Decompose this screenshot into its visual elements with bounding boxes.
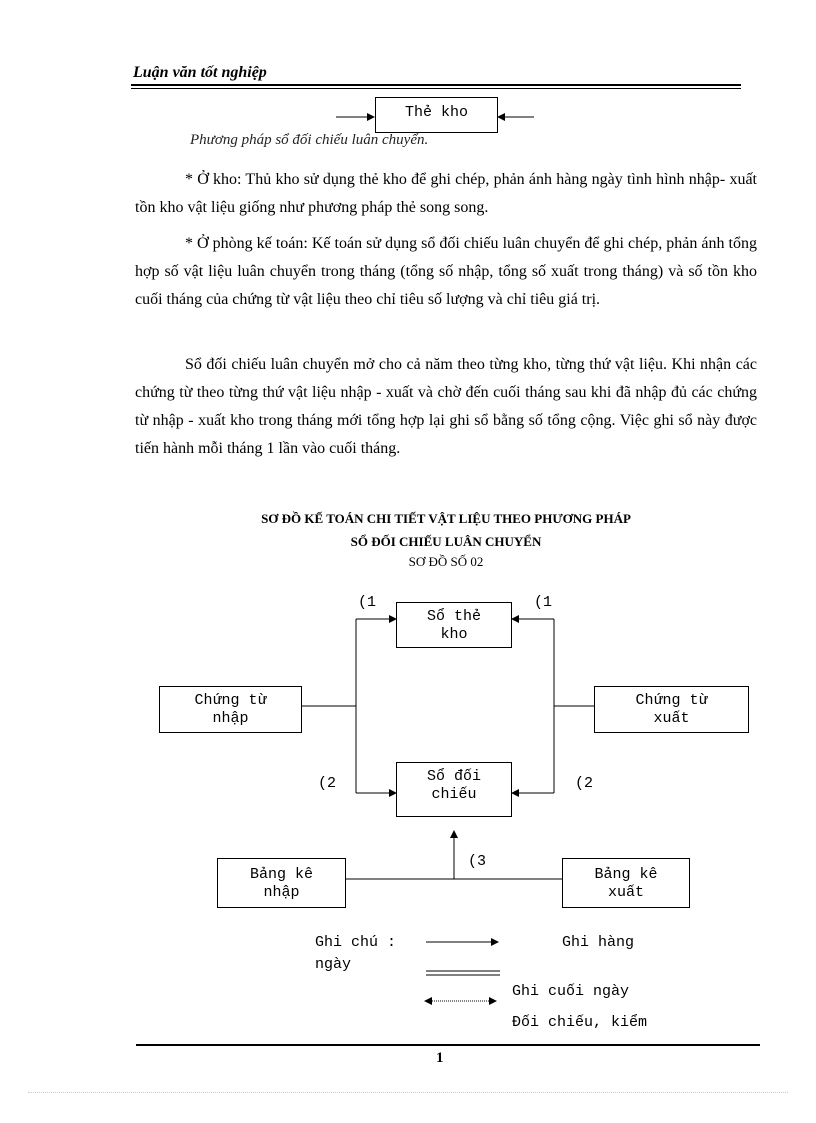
chung-tu-xuat-node — [594, 686, 749, 733]
the-kho-label: Thẻ kho — [404, 104, 468, 121]
page-number: 1 — [436, 1050, 444, 1066]
so-the-kho-node — [396, 602, 512, 648]
legend-month-end: Ghi cuối ngày — [512, 983, 630, 1000]
diagram-title-line1: SƠ ĐỒ KẾ TOÁN CHI TIẾT VẬT LIỆU THEO PHƯƠNG PHÁP — [261, 511, 631, 526]
diagram-title-line2: SỔ ĐỐI CHIẾU LUÂN CHUYỂN — [350, 534, 542, 549]
node-label: Sổ thẻ — [426, 608, 481, 625]
node-label: Chứng từ — [635, 692, 708, 709]
node-label: Bảng kê — [249, 866, 313, 883]
diagram-caption: Phương pháp sổ đối chiếu luân chuyển. — [190, 132, 429, 148]
step-label-2-right: (2 — [575, 775, 594, 792]
page-header-title: Luận văn tốt nghiệp — [133, 64, 267, 81]
bang-ke-nhap-node — [217, 858, 346, 908]
step-label-3: (3 — [468, 853, 487, 870]
step-label-2-left: (2 — [318, 775, 337, 792]
diagram-subtitle: SƠ ĐỒ SỐ 02 — [408, 554, 484, 569]
node-label: Bảng kê — [594, 866, 658, 883]
bang-ke-xuat-node — [562, 858, 690, 908]
paragraph-text: Sổ đối chiếu luân chuyển mở cho cả năm theo từng kho, từng thứ vật liệu. Khi nhận các chứng từ theo từng thứ vật liệu nhập - xuất và chờ đến cuối tháng sau khi đã nhập đủ các chứng từ nhập - xuất kho trong tháng mới tổng hợp lại ghi sổ bằng số tổng cộng. Việc ghi sổ này được tiến hành mỗi tháng 1 lần vào cuối tháng. — [135, 356, 757, 457]
footer-rule — [136, 1044, 760, 1046]
node-label: xuất — [607, 884, 644, 901]
chung-tu-nhap-node — [159, 686, 302, 733]
so-doi-chieu-node — [396, 762, 512, 817]
legend-prefix: Ghi chú : — [315, 934, 397, 951]
node-label: Sổ đối — [426, 768, 481, 785]
paragraph-text: * Ở phòng kế toán: Kế toán sử dụng sổ đối chiếu luân chuyển để ghi chép, phản ánh tổng hợp số vật liệu luân chuyển trong tháng (tổng số nhập, tổng số xuất trong tháng) và số tồn kho cuối tháng của chứng từ vật liệu theo chỉ tiêu số lượng và chỉ tiêu giá trị. — [135, 235, 757, 308]
node-label: chiếu — [431, 786, 477, 803]
node-label: Chứng từ — [194, 692, 267, 709]
node-label: kho — [440, 626, 468, 643]
legend-daily: Ghi hàng — [562, 934, 635, 951]
node-label: nhập — [263, 884, 300, 901]
step-label-1-left: (1 — [358, 594, 377, 611]
page-bottom-divider — [28, 1092, 788, 1093]
legend-prefix-line2: ngày — [315, 956, 352, 973]
paragraph-text: * Ở kho: Thủ kho sử dụng thẻ kho để ghi chép, phản ánh hàng ngày tình hình nhập- xuất tồn kho vật liệu giống như phương pháp thẻ song song. — [135, 171, 757, 216]
node-label: xuất — [653, 710, 690, 727]
node-label: nhập — [212, 710, 249, 727]
legend-check: Đối chiếu, kiểm — [512, 1014, 648, 1028]
step-label-1-right: (1 — [534, 594, 553, 611]
